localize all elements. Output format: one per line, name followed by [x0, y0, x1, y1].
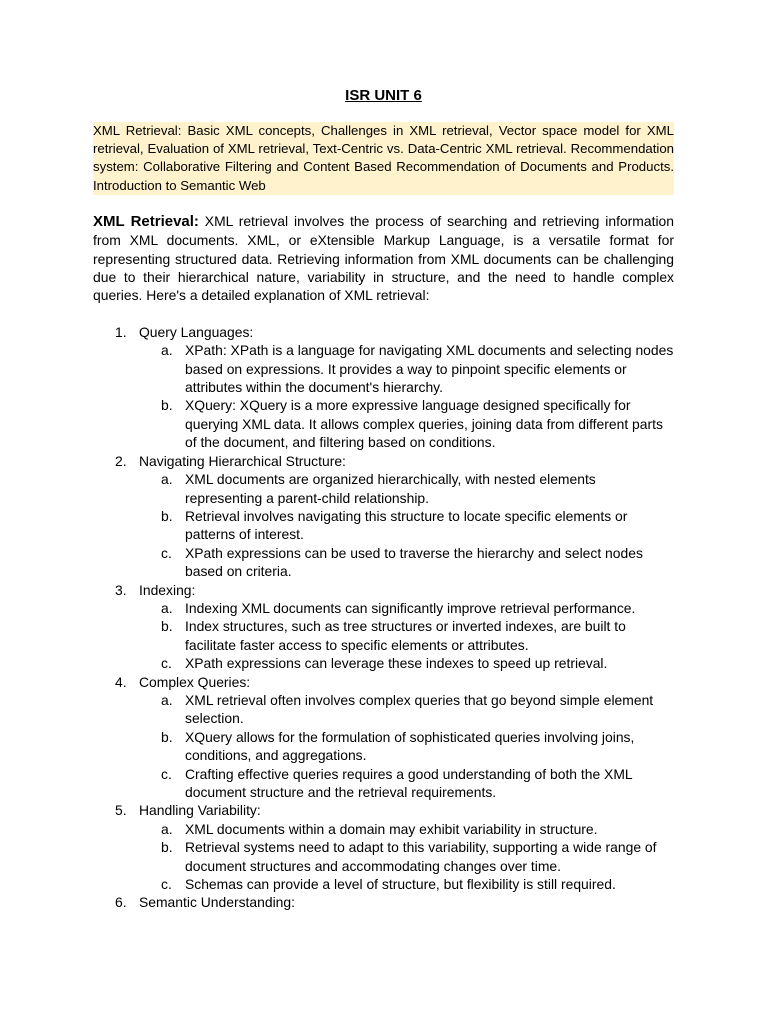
sub-list [139, 599, 674, 673]
list-item [93, 801, 674, 893]
sub-item-text: XPath expressions can be used to traverse the hierarchy and select nodes based on criteria. [185, 544, 643, 580]
sub-list-item [139, 654, 674, 672]
document-page [93, 87, 674, 912]
sub-letter: c. [161, 765, 172, 782]
sub-item-text: Schemas can provide a level of structure, but flexibility is still required. [185, 876, 616, 893]
sub-item-text: Retrieval systems need to adapt to this variability, supporting a wide range of document structures and accommodating changes over time. [185, 839, 657, 874]
sub-list-item [139, 691, 674, 728]
sub-letter: a. [161, 471, 173, 488]
sub-letter: a. [161, 691, 173, 708]
sub-letter: c. [161, 876, 172, 893]
section-heading: Indexing: [139, 581, 196, 598]
sub-letter: a. [161, 342, 173, 359]
list-item [93, 452, 674, 581]
sub-list-item [139, 599, 674, 617]
list-item [93, 893, 674, 911]
list-number: 1. [115, 323, 127, 340]
sub-item-text: XML documents are organized hierarchically, with nested elements representing a parent-child relationship. [185, 471, 596, 506]
sub-letter: b. [161, 618, 173, 635]
sub-list-item [139, 470, 674, 507]
sub-list-item [139, 396, 674, 451]
sub-letter: b. [161, 397, 173, 414]
list-number: 5. [115, 802, 127, 819]
highlighted-syllabus-summary: XML Retrieval: Basic XML concepts, Challenges in XML retrieval, Vector space model for XML retrieval, Evaluation of XML retrieval, Text-Centric vs. Data-Centric XML retrieval. Recommendation system: Collaborative Filtering and Content Based Recommendation of Documents and Products. Introduction to Semantic Web [93, 122, 674, 195]
sub-list [139, 691, 674, 801]
sub-item-text: Crafting effective queries requires a good understanding of both the XML document structure and the retrieval requirements. [185, 765, 633, 800]
sub-item-text: XQuery: XQuery is a more expressive language designed specifically for querying XML data. It allows complex queries, joining data from different parts of the document, and filtering based on conditions. [185, 397, 663, 451]
sub-letter: b. [161, 839, 173, 856]
sub-item-text: XQuery allows for the formulation of sophisticated queries involving joins, conditions, and aggregations. [185, 728, 635, 764]
sub-list-item [139, 728, 674, 765]
sub-list-item [139, 765, 674, 802]
section-heading: Navigating Hierarchical Structure: [139, 452, 346, 469]
list-item [93, 581, 674, 673]
sub-letter: b. [161, 507, 173, 524]
sub-list [139, 341, 674, 451]
list-number: 6. [115, 894, 127, 911]
sub-list-item [139, 875, 674, 893]
sub-item-text: Indexing XML documents can significantly improve retrieval performance. [185, 599, 636, 616]
sub-list-item [139, 820, 674, 838]
sub-letter: a. [161, 599, 173, 616]
sub-item-text: XML retrieval often involves complex queries that go beyond simple element selection. [185, 691, 654, 727]
sub-list [139, 470, 674, 580]
sub-list-item [139, 617, 674, 654]
sub-list [139, 820, 674, 894]
sub-list-item [139, 544, 674, 581]
intro-text: XML retrieval involves the process of searching and retrieving information from XML documents. XML, or eXtensible Markup Language, is a versatile format for representing structured data. Retrieving information from XML documents can be challenging due to their hierarchical nature, variability in structure, and the need to handle complex queries. Here's a detailed explanation of XML retrieval: [93, 212, 674, 304]
list-item [93, 673, 674, 802]
sub-letter: a. [161, 820, 173, 837]
sub-item-text: Retrieval involves navigating this structure to locate specific elements or patterns of interest. [185, 507, 628, 543]
sub-letter: c. [161, 655, 172, 672]
intro-lead: XML Retrieval: [93, 212, 199, 230]
sub-item-text: XML documents within a domain may exhibit variability in structure. [185, 820, 598, 837]
sub-list-item [139, 507, 674, 544]
section-heading: Complex Queries: [139, 673, 251, 690]
list-number: 2. [115, 452, 127, 469]
list-item [93, 323, 674, 452]
section-heading: Semantic Understanding: [139, 894, 295, 911]
intro-paragraph [93, 212, 674, 305]
list-number: 4. [115, 673, 127, 690]
sub-list-item [139, 341, 674, 396]
sub-letter: b. [161, 728, 173, 745]
numbered-list [93, 323, 674, 912]
section-heading: Handling Variability: [139, 802, 261, 819]
sub-item-text: XPath expressions can leverage these indexes to speed up retrieval. [185, 655, 608, 672]
page-title: ISR UNIT 6 [345, 87, 422, 104]
sub-letter: c. [161, 544, 172, 561]
sub-item-text: Index structures, such as tree structures or inverted indexes, are built to facilitate faster access to specific elements or attributes. [185, 618, 626, 653]
sub-item-text: XPath: XPath is a language for navigating XML documents and selecting nodes based on expressions. It provides a way to pinpoint specific elements or attributes within the document's hierarchy. [185, 342, 674, 396]
list-number: 3. [115, 581, 127, 598]
sub-list-item [139, 838, 674, 875]
section-heading: Query Languages: [139, 323, 254, 340]
